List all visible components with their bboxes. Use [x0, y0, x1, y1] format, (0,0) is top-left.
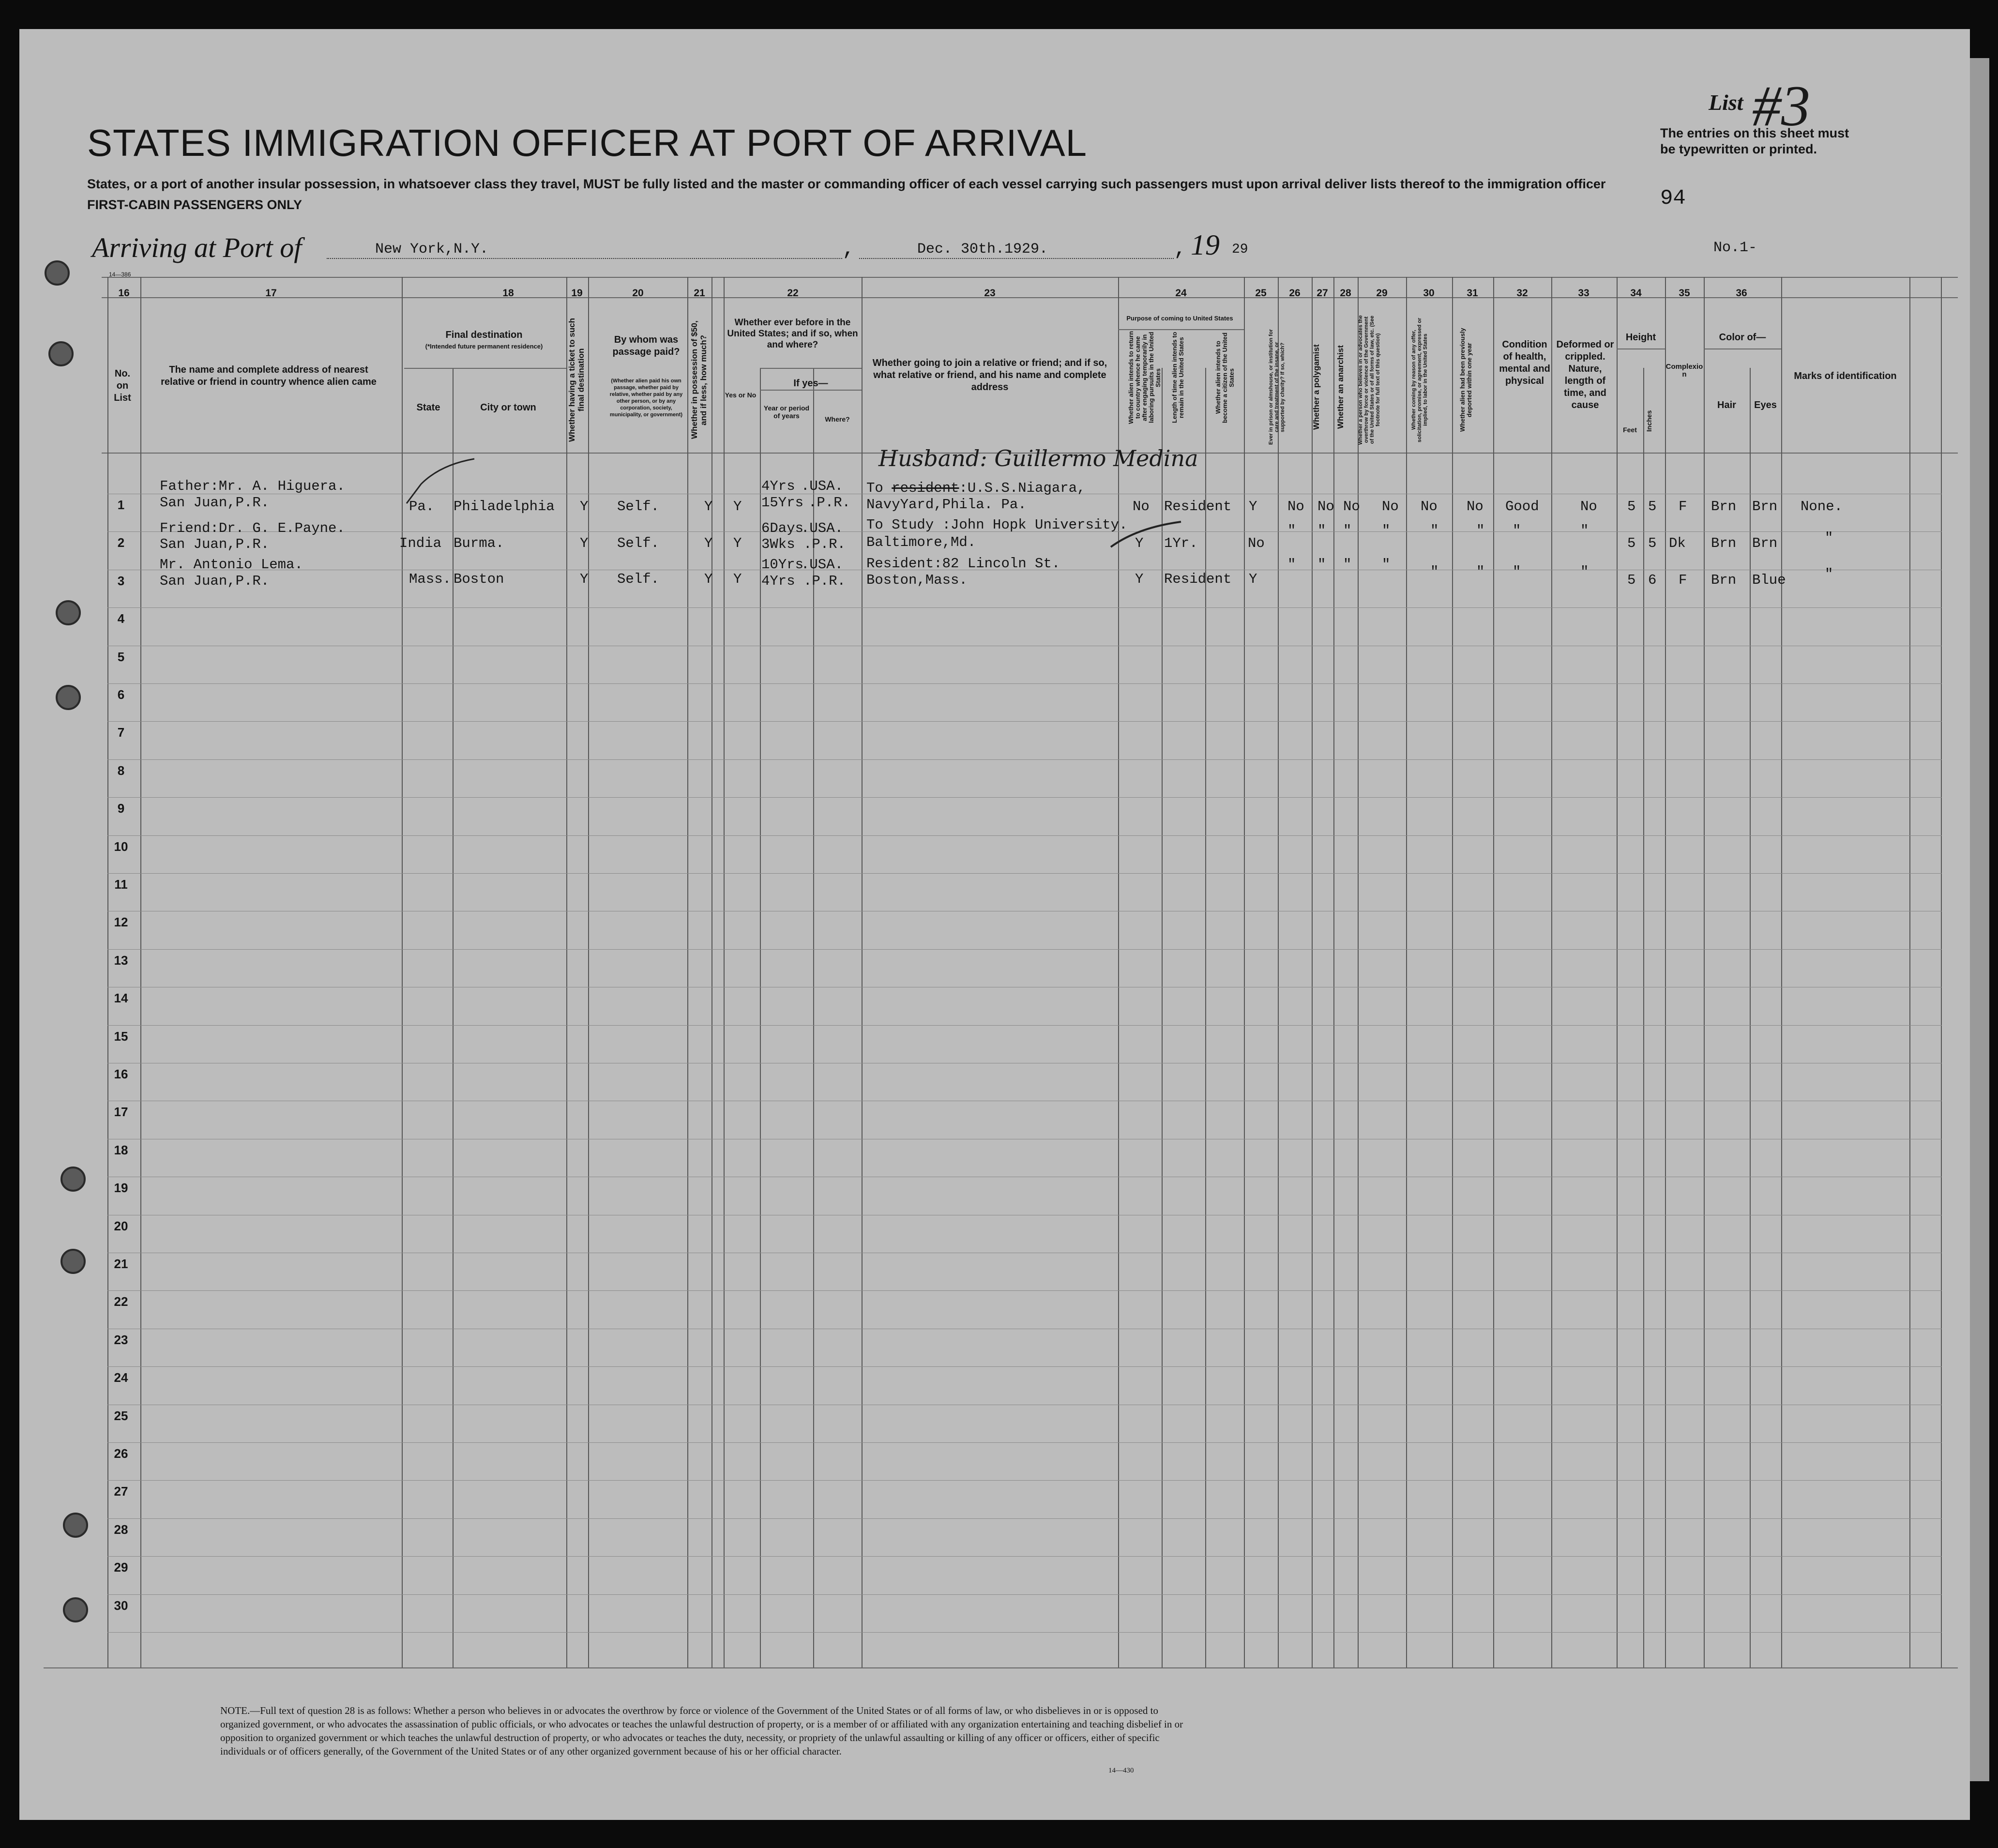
- dest-state: Pa.: [409, 499, 435, 515]
- row-line: [107, 1442, 1942, 1443]
- return-intent: No: [1133, 499, 1150, 515]
- row-line: [107, 1518, 1942, 1519]
- row-number: 14: [114, 991, 128, 1005]
- hair: Brn: [1711, 572, 1737, 588]
- return-intent: Y: [1135, 535, 1144, 551]
- col22-header: Whether ever before in the United States; and if so, when and where?: [727, 318, 858, 350]
- column-rule: [566, 277, 567, 1667]
- column-number: 27: [1317, 288, 1328, 299]
- before-yn: Y: [733, 535, 742, 551]
- money: Y: [704, 535, 713, 551]
- col24-header: Purpose of coming to United States: [1126, 315, 1233, 322]
- form-title: STATES IMMIGRATION OFFICER AT PORT OF ARRIVAL: [87, 121, 1088, 164]
- check-mark: [402, 455, 479, 508]
- class-line: FIRST-CABIN PASSENGERS ONLY: [87, 197, 303, 212]
- column-number: 19: [571, 288, 583, 299]
- column-rule: [1358, 277, 1359, 1667]
- column-rule: [588, 277, 589, 1667]
- row-number: 25: [114, 1409, 128, 1423]
- row-number: 5: [117, 650, 125, 664]
- row-line: [107, 873, 1942, 874]
- eyes: Brn: [1752, 499, 1778, 515]
- binder-hole: [61, 1249, 86, 1274]
- hair: Brn: [1711, 535, 1737, 551]
- row-number: 8: [117, 763, 125, 778]
- col24-return: Whether alien intends to return to country whence he came after engaging temporarily in laboring pursuits in the United States: [1127, 331, 1162, 424]
- col35-header: Color of—: [1719, 332, 1766, 343]
- complexion: F: [1679, 572, 1687, 588]
- column-number: 36: [1736, 288, 1747, 299]
- row-number: 27: [114, 1484, 128, 1499]
- deported: ": [1476, 523, 1485, 539]
- column-rule: [453, 368, 454, 1667]
- feet: 5: [1627, 535, 1636, 551]
- subheader-line: [760, 390, 862, 391]
- row-number: 15: [114, 1029, 128, 1044]
- column-number: 32: [1516, 288, 1528, 299]
- row-number: 16: [114, 1067, 128, 1081]
- column-rule: [140, 277, 141, 1667]
- handwritten-annotation: Husband: Guillermo Medina: [878, 445, 1198, 471]
- page-number: 94: [1660, 186, 1686, 211]
- col18-note: (*Intended future permanent residence): [425, 343, 543, 350]
- paid-by: Self.: [617, 571, 660, 587]
- return-intent: Y: [1135, 571, 1144, 587]
- row-number: 3: [117, 574, 125, 588]
- column-rule: [1493, 277, 1494, 1667]
- form-code: 14—386: [109, 271, 131, 278]
- col17-header: The name and complete address of nearest relative or friend in country whence alien came: [161, 364, 377, 387]
- eyes: Blue: [1752, 572, 1786, 588]
- row-number: 9: [117, 801, 125, 816]
- row-line: [107, 683, 1942, 684]
- join-line1: To Study :John Hopk University.: [866, 517, 1128, 533]
- row-line: [107, 1366, 1942, 1367]
- years-2: 4Yrs: [761, 573, 795, 589]
- col21-header: Whether in possession of $50, and if less, how much?: [690, 320, 708, 439]
- column-number: 16: [118, 288, 130, 299]
- column-number: 30: [1423, 288, 1435, 299]
- join-line2: Boston,Mass.: [866, 572, 968, 588]
- where-1: .USA.: [801, 520, 844, 536]
- health: Good: [1505, 499, 1539, 515]
- paid-by: Self.: [617, 499, 660, 515]
- row-number: 12: [114, 915, 128, 929]
- col33-feet: Feet: [1623, 426, 1637, 434]
- col20-header: By whom was passage paid?: [612, 334, 680, 357]
- col22-where: Where?: [825, 415, 850, 423]
- column-number: 21: [694, 288, 705, 299]
- relative-address: San Juan,P.R.: [160, 495, 270, 511]
- column-rule: [1333, 277, 1334, 1667]
- column-number: 24: [1175, 288, 1187, 299]
- complexion: F: [1679, 499, 1687, 515]
- binder-hole: [56, 685, 81, 710]
- paid-by: Self.: [617, 535, 660, 551]
- relative-address: San Juan,P.R.: [160, 573, 270, 589]
- column-number: 26: [1289, 288, 1301, 299]
- grid-bottom-line: [44, 1667, 1958, 1668]
- column-rule: [862, 277, 863, 1667]
- where-1: .USA.: [801, 557, 844, 573]
- row-number: 6: [117, 687, 125, 702]
- hair: Brn: [1711, 499, 1737, 515]
- binder-hole: [48, 341, 74, 366]
- inches: 5: [1648, 499, 1657, 515]
- inches: 6: [1648, 572, 1657, 588]
- binder-hole: [61, 1166, 86, 1192]
- col31-header: Condition of health, mental and physical: [1499, 339, 1550, 386]
- contract: ": [1430, 523, 1439, 539]
- column-number: 17: [265, 288, 277, 299]
- list-label: List: [1709, 90, 1743, 115]
- row-number: 1: [117, 498, 125, 512]
- col24-citizen: Whether alien intends to become a citizen of the United States: [1214, 332, 1235, 423]
- row-number: 18: [114, 1143, 128, 1157]
- col24-length: Length of time alien intends to remain in the United States: [1171, 332, 1185, 424]
- column-rule: [1781, 277, 1782, 1667]
- column-rule: [1617, 277, 1618, 1667]
- row-number: 30: [114, 1598, 128, 1613]
- marks: ": [1825, 530, 1833, 546]
- check-mark: [1108, 518, 1186, 552]
- col22-if-yes: If yes—: [793, 378, 828, 389]
- subheader-line: [1704, 348, 1781, 349]
- col33-header: Height: [1625, 332, 1656, 343]
- column-number: 22: [787, 288, 799, 299]
- column-rule: [1941, 277, 1942, 1667]
- prison: No: [1287, 499, 1304, 515]
- row-number: 11: [114, 877, 128, 892]
- overthrow: ": [1382, 557, 1391, 573]
- row-line: [107, 1556, 1942, 1557]
- column-rule: [1244, 277, 1245, 1667]
- contract: No: [1421, 499, 1438, 515]
- column-rule: [711, 277, 712, 1667]
- col30-header: Whether alien had been previously deported within one year: [1459, 328, 1473, 432]
- row-number: 4: [117, 611, 125, 626]
- col35-eyes: Eyes: [1754, 400, 1777, 410]
- binder-hole: [45, 260, 70, 286]
- join-line1: Resident:82 Lincoln St.: [866, 556, 1060, 572]
- before-yn: Y: [733, 499, 742, 515]
- column-rule: [1312, 277, 1313, 1667]
- col19-header: Whether having a ticket to such final destination: [567, 318, 586, 442]
- stay-length: Resident: [1164, 499, 1232, 515]
- where-1: .USA.: [801, 478, 844, 494]
- polygamist: ": [1317, 557, 1326, 573]
- sheet-number: No.1-: [1713, 240, 1757, 256]
- year-prefix: 19: [1191, 229, 1220, 261]
- row-line: [107, 1594, 1942, 1595]
- row-number: 10: [114, 839, 128, 854]
- anarchist: No: [1343, 499, 1360, 515]
- column-number: 18: [502, 288, 514, 299]
- row-number: 20: [114, 1219, 128, 1233]
- years-2: 3Wks: [761, 536, 795, 552]
- col23-header: Whether going to join a relative or friend; and if so, what relative or friend, and his name and complete address: [872, 358, 1107, 393]
- prison: ": [1287, 557, 1296, 573]
- years-1: 10Yrs: [761, 557, 804, 573]
- footnote-code: 14—430: [1108, 1767, 1134, 1774]
- row-number: 19: [114, 1181, 128, 1195]
- column-number: 29: [1376, 288, 1388, 299]
- eyes: Brn: [1752, 535, 1778, 551]
- column-number: 20: [632, 288, 644, 299]
- column-rule: [1643, 368, 1644, 1667]
- row-line: [107, 1025, 1942, 1026]
- row-line: [107, 1290, 1942, 1291]
- marks: None.: [1801, 499, 1843, 515]
- col18-header: Final destination: [445, 330, 523, 340]
- column-rule: [1750, 368, 1751, 1667]
- overthrow: ": [1382, 523, 1391, 539]
- column-rule: [724, 277, 725, 1667]
- join-line2: Baltimore,Md.: [866, 534, 976, 550]
- row-line: [107, 835, 1942, 836]
- col22-yes-no: Yes or No: [725, 391, 757, 399]
- column-number: 25: [1255, 288, 1267, 299]
- col33-inches: Inches: [1645, 410, 1653, 432]
- anarchist: ": [1343, 557, 1352, 573]
- subheader-line: [1617, 348, 1665, 349]
- row-number: 23: [114, 1333, 128, 1347]
- col20-note: (Whether alien paid his own passage, whether paid by relative, whether paid by any other person, or by any corporation, society, municipality, or government): [609, 378, 683, 418]
- join-line1-rest: :U.S.S.Niagara,: [959, 480, 1086, 496]
- column-rule: [1162, 368, 1163, 1667]
- arriving-label: Arriving at Port of: [92, 232, 302, 263]
- deported: ": [1476, 564, 1485, 580]
- dest-state: Mass.: [409, 571, 452, 587]
- column-rule: [1452, 277, 1453, 1667]
- port-value: New York,N.Y.: [375, 241, 489, 258]
- column-rule: [1205, 368, 1206, 1667]
- row-number: 17: [114, 1105, 128, 1119]
- col32-header: Deformed or crippled. Nature, length of time, and cause: [1556, 339, 1614, 410]
- grid-top-line: [102, 277, 1958, 278]
- row-number: 7: [117, 725, 125, 740]
- col18-state: State: [416, 402, 440, 413]
- relative-name: Father:Mr. A. Higuera.: [160, 478, 345, 494]
- row-line: [107, 721, 1942, 722]
- column-rule: [1551, 277, 1552, 1667]
- ticket: Y: [580, 499, 589, 515]
- money: Y: [704, 499, 713, 515]
- column-rule: [1909, 277, 1910, 1667]
- where-2: .P.R.: [803, 573, 846, 589]
- stay-length: 1Yr.: [1164, 535, 1198, 551]
- inches: 5: [1648, 535, 1657, 551]
- col16-header: No. on List: [114, 368, 131, 403]
- row-line: [107, 759, 1942, 760]
- column-number: 31: [1467, 288, 1478, 299]
- years-1: 6Days: [761, 520, 804, 536]
- row-number: 13: [114, 953, 128, 968]
- citizen: Y: [1249, 571, 1257, 587]
- binder-hole: [63, 1597, 88, 1622]
- column-number: 35: [1679, 288, 1690, 299]
- health: ": [1513, 523, 1521, 539]
- column-rule: [760, 368, 761, 1667]
- dest-state: India: [399, 535, 442, 551]
- column-rule: [1704, 277, 1705, 1667]
- instruction-line: States, or a port of another insular possession, in whatsoever class they travel, MUST be fully listed and the master or commanding officer of each vessel carrying such passengers must upon arrival deliver lists thereof to the immigration officer: [87, 177, 1606, 191]
- deformed: ": [1580, 564, 1589, 580]
- relative-name: Mr. Antonio Lema.: [160, 557, 303, 573]
- citizen: No: [1248, 535, 1265, 551]
- row-line: [107, 1480, 1942, 1481]
- marks: ": [1825, 566, 1833, 582]
- prison: ": [1287, 523, 1296, 539]
- column-rule: [687, 277, 688, 1667]
- row-line: [107, 949, 1942, 950]
- polygamist: ": [1317, 523, 1326, 539]
- col34-header: Complexion: [1665, 363, 1703, 379]
- row-number: 2: [117, 535, 125, 550]
- polygamist: No: [1317, 499, 1334, 515]
- subheader-line: [404, 368, 566, 369]
- deformed: No: [1580, 499, 1597, 515]
- row-line: [107, 797, 1942, 798]
- typewritten-notice-line2: be typewritten or printed.: [1660, 142, 1817, 156]
- years-1: 4Yrs: [761, 478, 795, 494]
- health: ": [1513, 564, 1521, 580]
- complexion: Dk: [1669, 535, 1686, 551]
- footnote: NOTE.—Full text of question 28 is as follows: Whether a person who believes in or advocates the overthrow by force or violence of the Government of the United States or of all forms of law, or who disbelieves in or is opposed to organized government, or who advocates the assassination of public officials, or who advocates or teaches the unlawful destruction of property, or is a member of or affiliated with any organization entertaining and teaching disbelief in or opposition to organized government or which teaches the unlawful destruction of property, or who advocates or teaches the duty, necessity, or propriety of the unlawful assaulting or killing of any officer or officers, either of specific individuals or of officers generally, of the Government of the United States or of any other organized government because of his or her official character.: [220, 1705, 1183, 1757]
- column-number: 34: [1630, 288, 1642, 299]
- overthrow: No: [1382, 499, 1399, 515]
- feet: 5: [1627, 572, 1636, 588]
- row-number: 24: [114, 1370, 128, 1385]
- row-line: [107, 607, 1942, 608]
- col29-header: Whether coming by reason of any offer, solicitation, promise, or agreement, expressed or implied, to labor in the United States: [1411, 318, 1428, 442]
- col28-header: Whether a person who believes in or advocates the overthrow by force or violence of the Government of the United States or of all forms of law, etc. (See footnote for full text of this question): [1358, 315, 1381, 445]
- row-number: 22: [114, 1294, 128, 1309]
- row-number: 21: [114, 1257, 128, 1271]
- join-line2: NavyYard,Phila. Pa.: [866, 497, 1027, 513]
- row-number: 26: [114, 1446, 128, 1461]
- dest-city: Burma.: [454, 535, 504, 551]
- column-rule: [1665, 277, 1666, 1667]
- column-number: 23: [984, 288, 996, 299]
- col22-years: Year or period of years: [763, 404, 810, 420]
- binder-hole: [63, 1513, 88, 1538]
- stay-length: Resident: [1164, 571, 1232, 587]
- col25-header: Ever in prison or almshouse, or institution for care and treatment of the insane, or supported by charity? If so, which?: [1268, 329, 1286, 445]
- binder-hole: [56, 600, 81, 625]
- col26-header: Whether a polygamist: [1312, 344, 1321, 430]
- contract: ": [1430, 564, 1439, 580]
- relative-name: Friend:Dr. G. E.Payne.: [160, 520, 345, 536]
- join-prefix: To: [866, 480, 883, 496]
- col35-hair: Hair: [1717, 400, 1736, 410]
- col18-city: City or town: [480, 402, 536, 413]
- money: Y: [704, 571, 713, 587]
- arrival-date: Dec. 30th.1929.: [917, 241, 1048, 258]
- row-line: [107, 1632, 1942, 1633]
- ticket: Y: [580, 571, 589, 587]
- typewritten-notice-line1: The entries on this sheet must: [1660, 126, 1849, 140]
- row-number: 29: [114, 1560, 128, 1575]
- deported: No: [1467, 499, 1483, 515]
- years-2: 15Yrs: [761, 495, 804, 511]
- relative-address: San Juan,P.R.: [160, 536, 270, 552]
- row-number: 28: [114, 1522, 128, 1537]
- list-number-handwritten: #3: [1752, 74, 1810, 138]
- dest-city: Boston: [454, 571, 504, 587]
- deformed: ": [1580, 523, 1589, 539]
- dest-city: Philadelphia: [454, 499, 555, 515]
- subheader-line: [760, 368, 862, 369]
- column-number: 33: [1578, 288, 1589, 299]
- column-rule: [1118, 277, 1119, 1667]
- where-2: .P.R.: [803, 536, 846, 552]
- column-rule: [1278, 277, 1279, 1667]
- col27-header: Whether an anarchist: [1336, 345, 1345, 429]
- anarchist: ": [1343, 523, 1352, 539]
- feet: 5: [1627, 499, 1636, 515]
- col36-header: Marks of identification: [1794, 371, 1897, 381]
- citizen: Y: [1249, 499, 1257, 515]
- year-suffix: 29: [1232, 242, 1248, 257]
- join-struck-word: resident: [892, 480, 959, 496]
- ticket: Y: [580, 535, 589, 551]
- where-2: .P.R.: [808, 495, 851, 511]
- column-number: 28: [1340, 288, 1351, 299]
- before-yn: Y: [733, 571, 742, 587]
- column-rule: [1406, 277, 1407, 1667]
